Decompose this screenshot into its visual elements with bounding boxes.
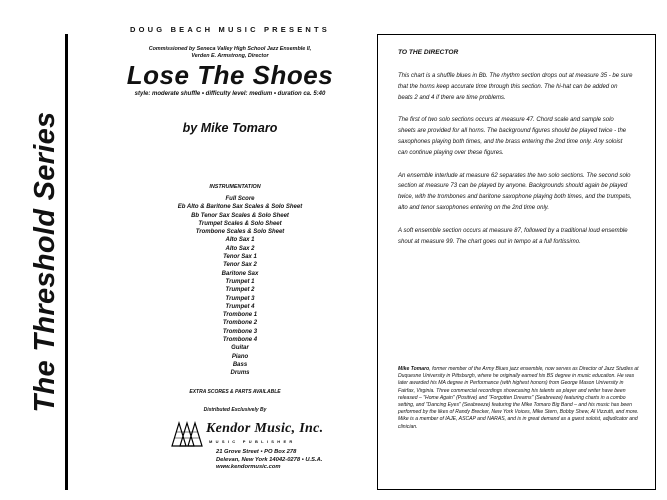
address-line: Delevan, New York 14042-0278 • U.S.A. [216,456,323,463]
publisher-subtitle: MUSIC PUBLISHER [209,439,296,444]
instrument-item: Trombone 2 [222,320,258,327]
instrument-item: Trumpet 1 [225,278,255,285]
title-page [70,0,365,500]
instrument-item: Piano [231,353,249,360]
presenter-line: DOUG BEACH MUSIC PRESENTS [129,25,330,34]
composer-credit: by Mike Tomaro [182,121,278,135]
publisher-name: Kendor Music, Inc. [206,421,324,436]
style-info: style: moderate shuffle • difficulty level: medium • duration ca. 5:40 [134,91,326,97]
instrumentation-heading: INSTRUMENTATION [209,184,261,190]
instrument-item: Alto Sax 1 [225,237,255,244]
commission-note [90,46,370,60]
instrument-item: Full Score [225,196,255,202]
commission-line: Verden E. Armstrong, Director [191,53,269,59]
instrument-item: Trumpet 4 [225,303,255,310]
director-notes-panel [377,34,656,490]
address-line: www.kendormusic.com [216,464,281,471]
instrument-item: Trombone 3 [222,328,258,335]
instrument-item: Eb Alto & Baritone Sax Scales & Solo Sheet [177,204,303,211]
director-paragraph: A soft ensemble section occurs at measure 87, followed by a traditional loud ensemble shout at measure 99. The chart goes out in tempo at a full fortissimo. [398,227,628,245]
publisher-logo-icon [170,420,204,448]
spine-divider [65,34,68,490]
instrument-item: Trumpet 3 [225,295,255,302]
instrument-item: Alto Sax 2 [225,245,255,252]
series-title: The Threshold Series [29,111,61,413]
instrument-item: Baritone Sax [221,270,259,277]
instrument-item: Drums [230,370,250,377]
instrument-item: Trumpet Scales & Solo Sheet [198,220,282,227]
instrument-item: Tenor Sax 2 [223,262,257,269]
instrument-item: Guitar [231,345,249,352]
instrument-item: Bb Tenor Sax Scales & Solo Sheet [191,212,289,219]
composer-bio [398,366,640,431]
extra-parts-note: EXTRA SCORES & PARTS AVAILABLE [189,389,281,395]
instrument-item: Trombone Scales & Solo Sheet [195,229,285,236]
instrument-item: Bass [232,361,248,368]
publisher-address [216,449,322,472]
distribution-note: Distributed Exclusively By [203,407,267,413]
instrument-item: Trombone 1 [222,312,258,319]
director-paragraph: An ensemble interlude at measure 62 separates the two solo sections. The second solo section at measure 73 can be played by anyone. Backgrounds should again be played twice, with the trombones and baritone saxophone playing both times, and the trumpets, alto and tenor saxophones entering on the 2nd time only. [398,172,632,211]
instrument-item: Trombone 4 [222,337,258,344]
bio-name: Mike Tomaro [398,366,430,372]
director-paragraph: The first of two solo sections occurs at measure 47. Chord scale and sample solo sheets are provided for all horns. The background figures should be played twice - the saxophones playing both times, and the brass entering the 2nd time only. Any soloist can continue playing over these figures. [398,117,627,156]
instrument-item: Tenor Sax 1 [223,254,257,261]
bio-text: , former member of the Army Blues jazz ensemble, now serves as Director of Jazz Studies at Duquesne University in Pittsburgh, where he originally earned his BS degree in music education. He was later awarded his MA degree in Performance (with highest honors) from George Mason University in Fairfax, Virginia. Three commercial recordings showcasing his talents as player and writer have been released – "Home Again" (Positive) and "Forgotten Dreams" (Seabreeze) featuring charts in a combo setting, and "Dancing Eyes" (Seabreeze) featuring the Mike Tomaro Big Band – and his music has been performed by the likes of Randy Brecker, New York Voices, Mike Stern, Bobby Shew, Al Vizzutti, and more. Mike is a member of IAJE, ASCAP and NARAS, and is in great demand as a guest soloist, adjudicator and clinician. [398,366,639,430]
director-paragraph: This chart is a shuffle blues in Bb. The rhythm section drops out at measure 35 - be sure that the horns keep accurate time through this section. The hi-hat can be added on beats 2 and 4 if there are time problems. [398,73,633,101]
instrumentation-list [90,195,390,378]
commission-line: Commissioned by Seneca Valley High School Jazz Ensemble II, [148,46,312,52]
address-line: 21 Grove Street • PO Box 278 [216,449,297,455]
piece-title: Lose The Shoes [126,60,334,90]
director-heading: TO THE DIRECTOR [398,49,459,56]
director-notes [398,71,633,259]
instrument-item: Trumpet 2 [225,287,255,294]
